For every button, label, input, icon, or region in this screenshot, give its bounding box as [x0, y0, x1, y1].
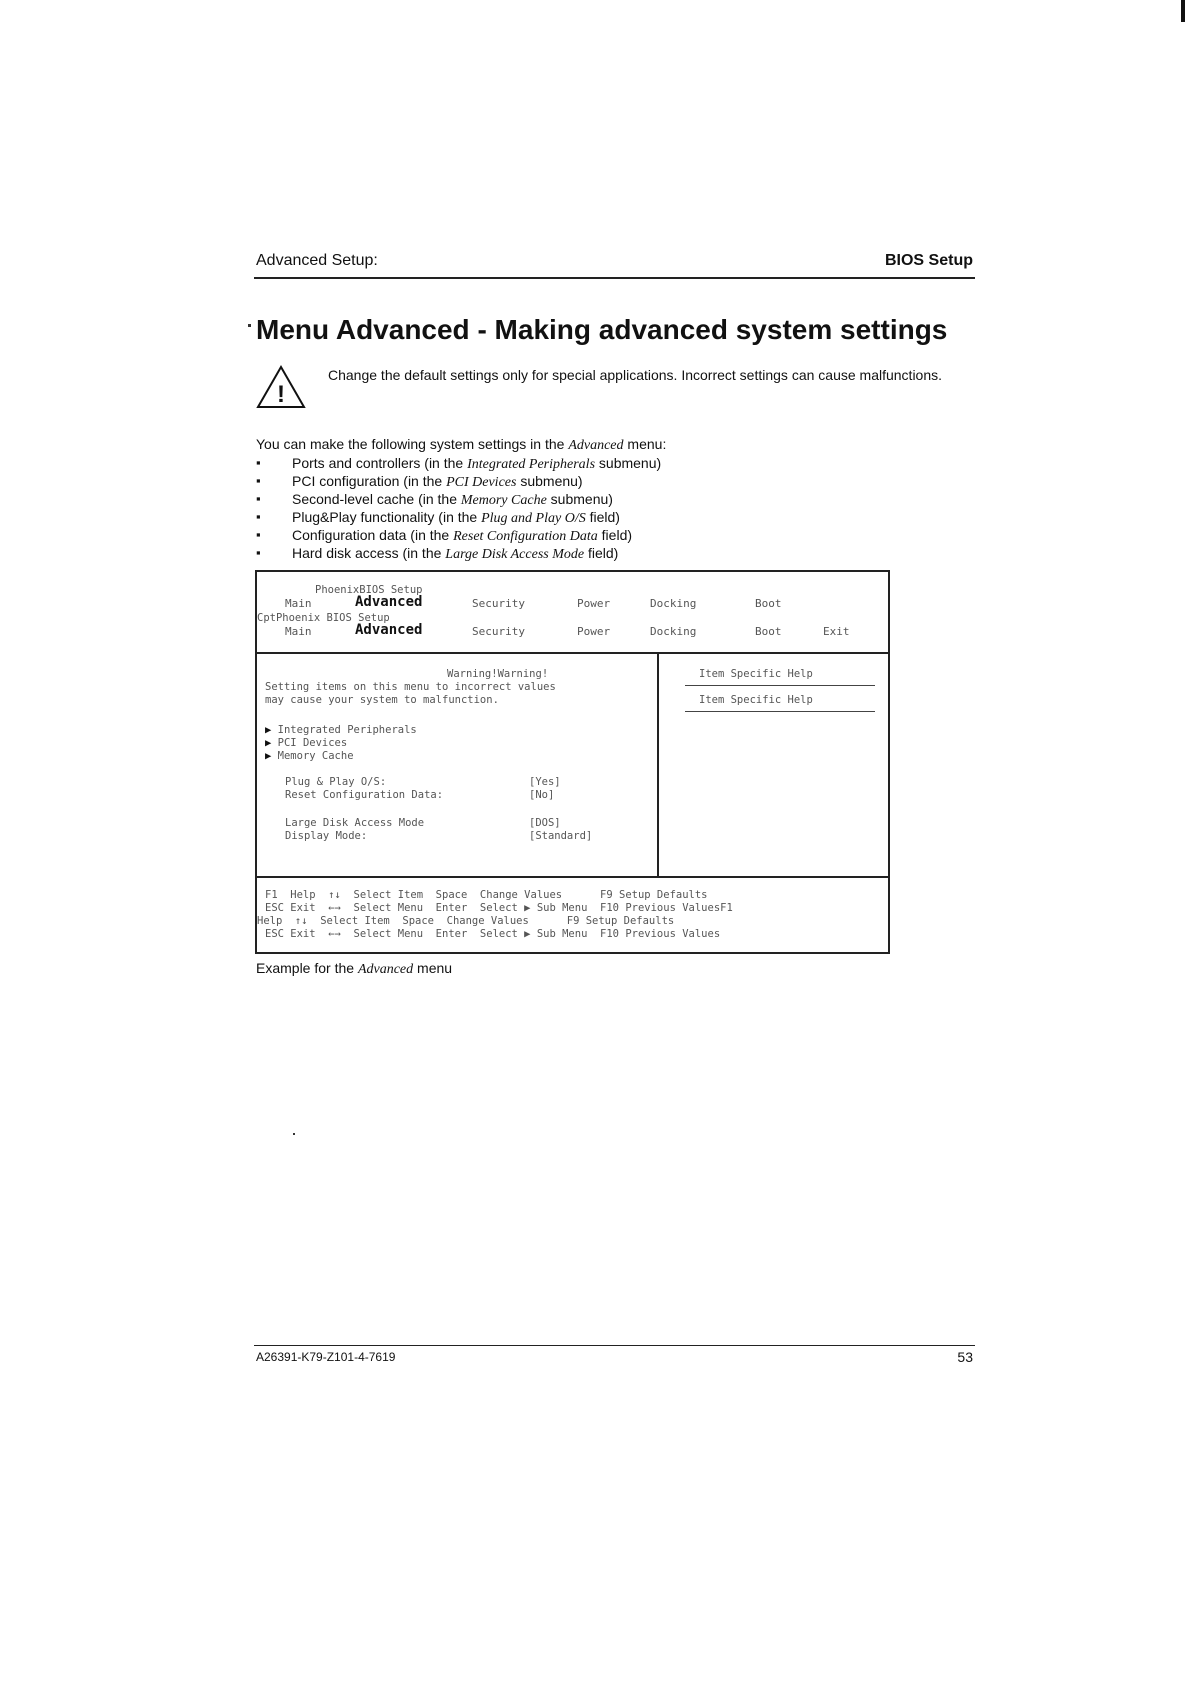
- bios-menu-security: Security: [472, 625, 525, 638]
- bios-menu-power: Power: [577, 597, 611, 610]
- bios-submenu-item: ▶ PCI Devices: [265, 737, 348, 749]
- triangle-right-icon: ▶: [265, 737, 278, 749]
- list-item: ▪ Configuration data (in the Reset Configuration Data field): [256, 526, 661, 544]
- list-item: ▪ Hard disk access (in the Large Disk Access Mode field): [256, 544, 661, 562]
- page-edge-mark: [1181, 0, 1185, 22]
- bios-submenu-item: ▶ Integrated Peripherals: [265, 724, 417, 736]
- header-rule: [254, 277, 975, 279]
- bios-help-title: Item Specific Help: [699, 668, 813, 680]
- warning-triangle-icon: [255, 364, 307, 410]
- list-item: ▪ PCI configuration (in the PCI Devices submenu): [256, 472, 661, 490]
- bios-menu-docking: Docking: [650, 597, 697, 610]
- bios-field-value: [Yes]: [529, 776, 561, 788]
- list-item: ▪ Second-level cache (in the Memory Cache submenu): [256, 490, 661, 508]
- triangle-right-icon: ▶: [265, 724, 278, 736]
- bios-warning-title: Warning!Warning!: [447, 668, 549, 680]
- bios-menu-boot: Boot: [755, 625, 782, 638]
- bios-panel-divider: [657, 652, 659, 876]
- bios-menu-exit: Exit: [823, 625, 850, 638]
- list-item: ▪ Ports and controllers (in the Integrated Peripherals submenu): [256, 454, 661, 472]
- document-number: A26391-K79-Z101-4-7619: [256, 1350, 396, 1364]
- bios-menu-advanced: Advanced: [355, 622, 423, 638]
- bios-menu-main: Main: [285, 597, 312, 610]
- page-title: Menu Advanced - Making advanced system settings: [256, 314, 948, 345]
- svg-text:!: !: [277, 381, 285, 408]
- bios-warning-line: Setting items on this menu to incorrect values: [265, 681, 556, 693]
- bios-menu-security: Security: [472, 597, 525, 610]
- bios-menu-docking: Docking: [650, 625, 697, 638]
- bios-footer-line: F1 Help ↑↓ Select Item Space Change Values F9 Setup Defaults: [265, 889, 708, 901]
- bios-field-value: [Standard]: [529, 830, 593, 842]
- settings-list: [256, 454, 661, 562]
- scan-speck: [293, 1133, 295, 1135]
- bios-submenu-item: ▶ Memory Cache: [265, 750, 354, 762]
- bios-footer-line: Help ↑↓ Select Item Space Change Values F9 Setup Defaults: [257, 915, 675, 927]
- footer-rule: [254, 1345, 975, 1346]
- bios-setup-title: PhoenixBIOS Setup: [315, 584, 423, 596]
- bios-field-label: Plug & Play O/S:: [285, 776, 387, 788]
- bios-field-label: Reset Configuration Data:: [285, 789, 444, 801]
- bios-menu-main: Main: [285, 625, 312, 638]
- bios-warning-line: may cause your system to malfunction.: [265, 694, 499, 706]
- bios-screenshot: [255, 570, 890, 954]
- bios-field-value: [No]: [529, 789, 555, 801]
- bios-menu-advanced: Advanced: [355, 594, 423, 610]
- bios-menu-power: Power: [577, 625, 611, 638]
- page-number: 53: [957, 1349, 973, 1365]
- figure-caption: Example for the Advanced menu: [256, 960, 453, 977]
- bios-menu-bar: [257, 572, 888, 654]
- bios-footer-line: ESC Exit ←→ Select Menu Enter Select ▶ Sub Menu F10 Previous Values: [265, 928, 721, 940]
- triangle-right-icon: ▶: [265, 750, 278, 762]
- bios-menu-boot: Boot: [755, 597, 782, 610]
- bios-field-label: Large Disk Access Mode: [285, 817, 425, 829]
- warning-text: Change the default settings only for special applications. Incorrect settings can cause malfunctions.: [328, 367, 943, 383]
- running-header-left: Advanced Setup:: [256, 252, 378, 269]
- bios-field-label: Display Mode:: [285, 830, 368, 842]
- bios-setup-title-ghost: CptPhoenix BIOS Setup: [257, 612, 390, 624]
- bios-help-underline: [685, 711, 875, 712]
- title-marker: [248, 324, 251, 327]
- bios-help-title-ghost: Item Specific Help: [699, 694, 813, 706]
- bios-field-value: [DOS]: [529, 817, 561, 829]
- running-header-right: BIOS Setup: [884, 252, 973, 269]
- bios-footer-rule: [257, 876, 888, 878]
- intro-text: You can make the following system settings in the Advanced menu:: [256, 436, 667, 453]
- bios-footer-line: ESC Exit ←→ Select Menu Enter Select ▶ Sub Menu F10 Previous ValuesF1: [265, 902, 733, 914]
- list-item: ▪ Plug&Play functionality (in the Plug and Play O/S field): [256, 508, 661, 526]
- bios-help-underline: [685, 685, 875, 686]
